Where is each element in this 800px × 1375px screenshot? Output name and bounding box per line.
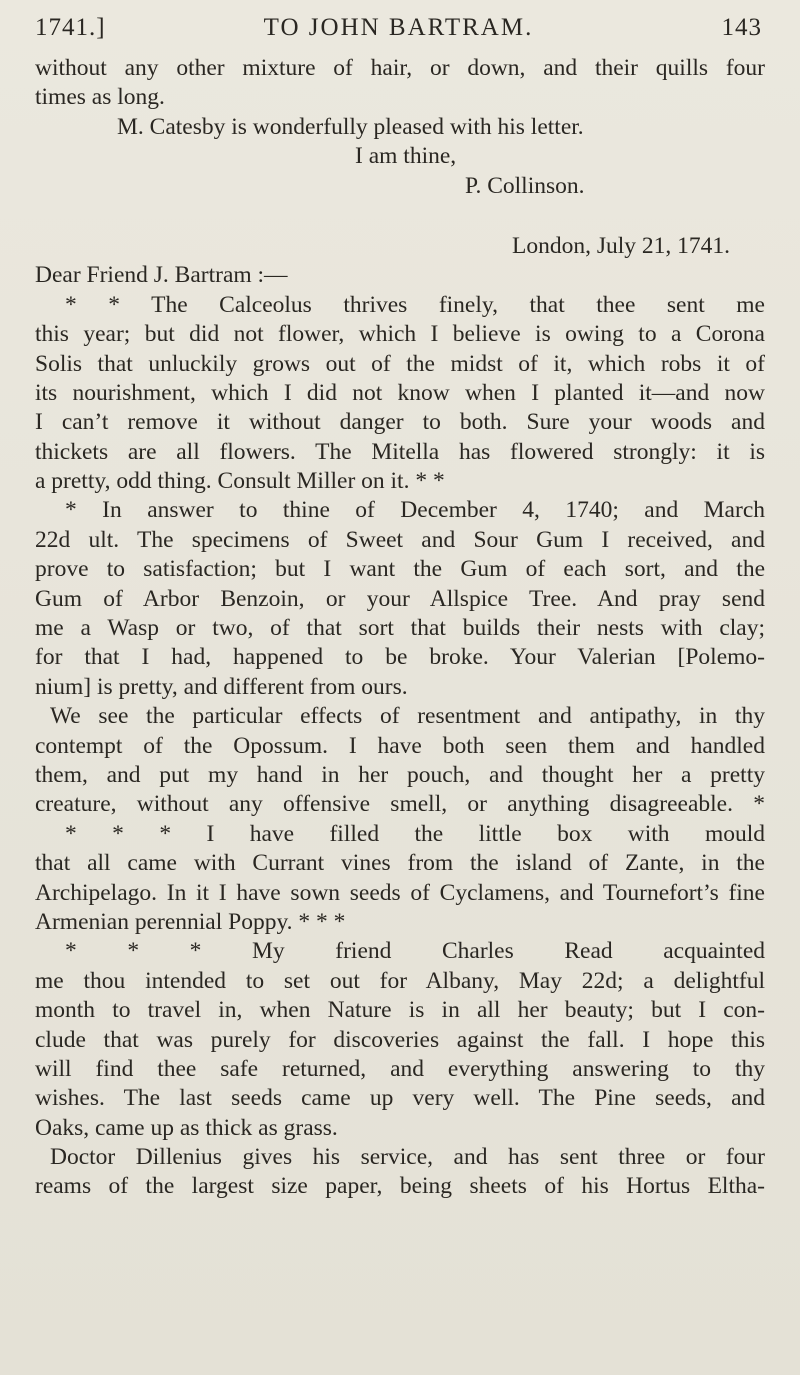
text-line: nium] is pretty, and different from ours.: [35, 673, 408, 700]
text-line: wishes. The last seeds came up very well. The Pine seeds, and: [35, 1085, 765, 1112]
text-line: them, and put my hand in her pouch, and thought her a pretty: [35, 761, 765, 788]
text-line: will find thee safe returned, and everything answering to thy: [35, 1055, 765, 1082]
text-line: me thou intended to set out for Albany, May 22d; a delightful: [35, 967, 765, 994]
text-line: M. Catesby is wonderfully pleased with his letter.: [117, 113, 584, 140]
text-line: Gum of Arbor Benzoin, or your Allspice Tree. And pray send: [35, 585, 765, 612]
text-line: * * * My friend Charles Read acquainted: [65, 938, 765, 965]
text-line: reams of the largest size paper, being sheets of his Hortus Eltha-: [35, 1173, 765, 1200]
text-line: clude that was purely for discoveries against the fall. I hope this: [35, 1026, 765, 1053]
text-line: * In answer to thine of December 4, 1740; and March: [65, 497, 765, 524]
dateline: London, July 21, 1741.: [511, 232, 730, 259]
text-line: prove to satisfaction; but I want the Gum of each sort, and the: [35, 556, 765, 583]
text-line: month to travel in, when Nature is in all her beauty; but I con-: [35, 997, 765, 1024]
closing: I am thine,: [355, 143, 457, 170]
signature: P. Collinson.: [465, 172, 585, 199]
text-line: contempt of the Opossum. I have both seen them and handled: [35, 732, 765, 759]
text-line: I can’t remove it without danger to both. Sure your woods and: [35, 409, 765, 436]
text-line: creature, without any offensive smell, or anything disagreeable. *: [35, 791, 765, 818]
text-line: Solis that unluckily grows out of the midst of it, which robs it of: [35, 350, 765, 377]
text-line: without any other mixture of hair, or down, and their quills four: [35, 55, 765, 81]
text-line: Oaks, came up as thick as grass.: [35, 1114, 338, 1141]
text-line: that all came with Currant vines from the island of Zante, in the: [35, 850, 765, 877]
header-year: 1741.]: [35, 14, 106, 41]
page-body: [35, 54, 765, 1202]
text-line: * * The Calceolus thrives finely, that thee sent me: [65, 291, 765, 318]
text-line: for that I had, happened to be broke. Your Valerian [Polemo-: [35, 644, 765, 671]
text-line: Archipelago. In it I have sown seeds of Cyclamens, and Tournefort’s fine Armenian perennial Poppy. * * *: [35, 879, 765, 935]
running-header: [35, 14, 762, 44]
text-line: its nourishment, which I did not know when I planted it—and now: [35, 379, 765, 406]
text-line: this year; but did not flower, which I believe is owing to a Corona: [35, 321, 765, 348]
text-line: We see the particular effects of resentment and antipathy, in thy: [50, 703, 765, 730]
text-line: Doctor Dillenius gives his service, and has sent three or four: [50, 1144, 765, 1171]
page-number: 143: [721, 14, 762, 41]
header-title: TO JOHN BARTRAM.: [263, 14, 534, 41]
salutation: Dear Friend J. Bartram :—: [35, 262, 288, 289]
text-line: me a Wasp or two, of that sort that builds their nests with clay;: [35, 615, 765, 642]
text-line: 22d ult. The specimens of Sweet and Sour Gum I received, and: [35, 526, 765, 553]
text-line: * * * I have filled the little box with mould: [65, 820, 765, 847]
text-line: times as long.: [35, 84, 165, 111]
text-line: a pretty, odd thing. Consult Miller on it. * *: [35, 468, 445, 495]
text-line: thickets are all flowers. The Mitella has flowered strongly: it is: [35, 438, 765, 465]
